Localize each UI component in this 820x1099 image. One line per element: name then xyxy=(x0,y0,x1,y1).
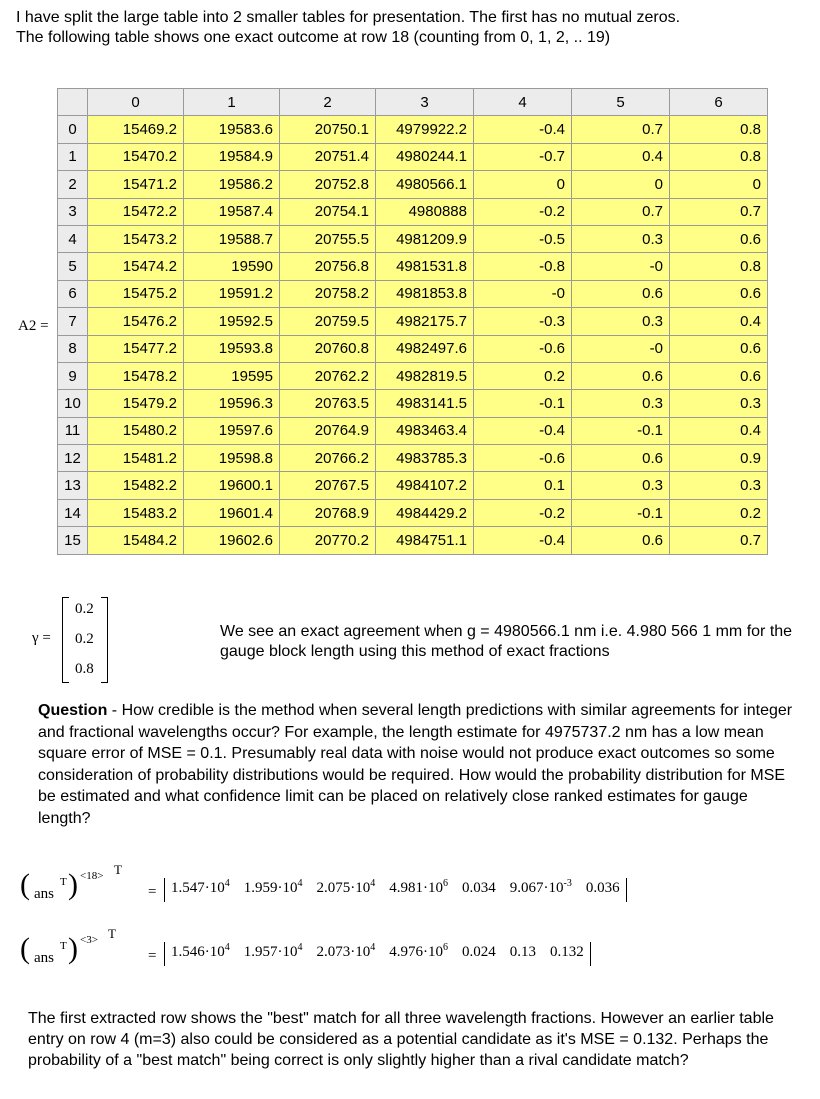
table-cell: 20768.9 xyxy=(280,499,376,526)
table-cell: 20750.1 xyxy=(280,116,376,143)
table-cell: -0.6 xyxy=(474,335,572,362)
ans-transpose-t: T xyxy=(108,926,116,941)
table-cell: 0.6 xyxy=(670,362,768,389)
row-index: 1 xyxy=(58,143,88,170)
table-cell: 4984107.2 xyxy=(376,472,474,499)
table-cell: 19591.2 xyxy=(184,280,280,307)
table-cell: -0 xyxy=(474,280,572,307)
vector-entry: $1.546\cdot 10^4$ xyxy=(171,942,230,960)
column-header: 6 xyxy=(670,89,768,116)
table-cell: 0.3 xyxy=(670,472,768,499)
table-row xyxy=(58,499,768,526)
table-cell: 0.6 xyxy=(572,362,670,389)
ans-index: <18> xyxy=(80,870,104,882)
table-cell: 20755.5 xyxy=(280,225,376,252)
vector-entry: $2.075\cdot 10^4$ xyxy=(316,878,376,896)
vector-entry: 0.132 xyxy=(550,944,584,960)
column-header: 4 xyxy=(474,89,572,116)
table-cell: 20767.5 xyxy=(280,472,376,499)
vector-entry: 0.034 xyxy=(462,880,496,896)
agreement-text: We see an exact agreement when g = 4980566.1 nm i.e. 4.980 566 1 mm for the gauge block length using this method of exact fractions xyxy=(220,623,793,660)
table-cell: 0 xyxy=(670,171,768,198)
table-cell: -0.6 xyxy=(474,445,572,472)
table-cell: 0.4 xyxy=(670,308,768,335)
row-index: 6 xyxy=(58,280,88,307)
table-cell: 0.1 xyxy=(474,472,572,499)
table-row xyxy=(58,116,768,143)
table-cell: 19593.8 xyxy=(184,335,280,362)
table-cell: 20764.9 xyxy=(280,417,376,444)
final-paragraph: The first extracted row shows the "best" match for all three wavelength fractions. However an earlier table entry on row 4 (m=3) also could be considered as a potential candidate as it's MSE = 0.132. Perhaps the probability of a "best match" being correct is only slightly higher than a rival candidate match? xyxy=(28,1010,774,1069)
table-row xyxy=(58,171,768,198)
column-header: 0 xyxy=(88,89,184,116)
table-corner xyxy=(58,89,88,116)
table-cell: 0.7 xyxy=(670,198,768,225)
row-index: 11 xyxy=(58,417,88,444)
table-cell: 19600.1 xyxy=(184,472,280,499)
table-cell: 15484.2 xyxy=(88,527,184,554)
table-cell: -0.4 xyxy=(474,527,572,554)
table-cell: 0.2 xyxy=(474,362,572,389)
vector-entry: $1.957\cdot 10^4$ xyxy=(243,942,303,960)
table-row xyxy=(58,280,768,307)
row-index: 3 xyxy=(58,198,88,225)
table-cell: 4980566.1 xyxy=(376,171,474,198)
table-header-row xyxy=(58,89,768,116)
table-cell: 4980244.1 xyxy=(376,143,474,170)
table-row xyxy=(58,362,768,389)
gamma-vector xyxy=(62,597,108,683)
table-cell: 19595 xyxy=(184,362,280,389)
row-index: 10 xyxy=(58,390,88,417)
ans-sup-t: T xyxy=(60,940,67,952)
column-header: 5 xyxy=(572,89,670,116)
table-cell: 20759.5 xyxy=(280,308,376,335)
vector-entry: 0.13 xyxy=(509,944,536,960)
table-cell: 0.8 xyxy=(670,143,768,170)
table-cell: 20752.8 xyxy=(280,171,376,198)
table-cell: 0.7 xyxy=(572,116,670,143)
table-cell: 20766.2 xyxy=(280,445,376,472)
table-cell: 15476.2 xyxy=(88,308,184,335)
vector-entry: $9.067\cdot 10^{-3}$ xyxy=(509,878,572,896)
table-row xyxy=(58,335,768,362)
table-cell: 0.8 xyxy=(670,116,768,143)
table-cell: 19587.4 xyxy=(184,198,280,225)
question-paragraph xyxy=(38,700,798,829)
table-row xyxy=(58,143,768,170)
table-cell: 0 xyxy=(572,171,670,198)
question-text: - How credible is the method when several length predictions with similar agreements for integer and fractional wavelengths occur? For example, the length estimate for 4975737.2 nm has a low mean square error of MSE = 0.1. Presumably real data with noise would not produce exact outcomes so some consideration of probability distributions would be required. How would the probability distribution for MSE be estimated and what confidence limit can be placed on relatively close ranked estimates for gauge length? xyxy=(38,702,793,827)
table-cell: -0.1 xyxy=(474,390,572,417)
gamma-value: 0.2 xyxy=(75,601,94,617)
intro-line-2: The following table shows one exact outcome at row 18 (counting from 0, 1, 2, .. 19) xyxy=(16,29,611,46)
table-cell: 15481.2 xyxy=(88,445,184,472)
table-cell: 15474.2 xyxy=(88,253,184,280)
table-cell: 0.3 xyxy=(572,225,670,252)
table-cell: 0.8 xyxy=(670,253,768,280)
table-cell: 4984751.1 xyxy=(376,527,474,554)
ans-row-3: ( ans T ) <3> T = $1.546\cdot 10^4$ $1.957\cdot 10^4$ $2.073\cdot 10^4$ $4.976\cdot 10^6$ 0.024 0.13 0.132 xyxy=(20,926,800,976)
row-index: 14 xyxy=(58,499,88,526)
table-cell: 20763.5 xyxy=(280,390,376,417)
table-cell: 4981209.9 xyxy=(376,225,474,252)
row-index: 5 xyxy=(58,253,88,280)
vector-entry: $1.959\cdot 10^4$ xyxy=(243,878,303,896)
ans-index: <3> xyxy=(80,934,98,946)
table-row xyxy=(58,417,768,444)
table-cell: 0 xyxy=(474,171,572,198)
table-cell: 0.6 xyxy=(670,335,768,362)
table-row xyxy=(58,253,768,280)
gamma-value: 0.2 xyxy=(75,631,94,647)
table-row xyxy=(58,308,768,335)
data-table xyxy=(57,88,768,555)
table-row xyxy=(58,527,768,554)
intro-line-1: I have split the large table into 2 smaller tables for presentation. The first has no mutual zeros. xyxy=(16,9,681,26)
table-cell: -0.1 xyxy=(572,499,670,526)
table-cell: 19584.9 xyxy=(184,143,280,170)
table-cell: 0.6 xyxy=(572,527,670,554)
table-cell: 0.6 xyxy=(670,280,768,307)
ans-sup-t: T xyxy=(60,876,67,888)
row-index: 4 xyxy=(58,225,88,252)
row-index: 15 xyxy=(58,527,88,554)
vector-entry: $1.547\cdot 10^4$ xyxy=(171,878,230,896)
table-cell: 4982497.6 xyxy=(376,335,474,362)
table-cell: 15470.2 xyxy=(88,143,184,170)
table-cell: 19586.2 xyxy=(184,171,280,198)
table-row xyxy=(58,390,768,417)
row-index: 0 xyxy=(58,116,88,143)
table-row xyxy=(58,472,768,499)
table-cell: 4983463.4 xyxy=(376,417,474,444)
table-cell: 4983141.5 xyxy=(376,390,474,417)
table-cell: -0.4 xyxy=(474,116,572,143)
column-header: 3 xyxy=(376,89,474,116)
table-cell: 4981531.8 xyxy=(376,253,474,280)
table-cell: 15473.2 xyxy=(88,225,184,252)
table-cell: 4984429.2 xyxy=(376,499,474,526)
ans-row-18: ( ans T ) <18> T = $1.547\cdot 10^4$ $1.959\cdot 10^4$ $2.075\cdot 10^4$ $4.981\cdot 10^6$ 0.034 $9.067\cdot 10^{-3}$ 0.036 xyxy=(20,862,800,912)
table-cell: 19588.7 xyxy=(184,225,280,252)
table-cell: 0.6 xyxy=(572,445,670,472)
table-cell: 0.4 xyxy=(572,143,670,170)
table-cell: 0.9 xyxy=(670,445,768,472)
table-cell: 19597.6 xyxy=(184,417,280,444)
row-index: 7 xyxy=(58,308,88,335)
vector-entry: $4.976\cdot 10^6$ xyxy=(389,942,448,960)
table-cell: 0.4 xyxy=(670,417,768,444)
table-cell: 0.2 xyxy=(670,499,768,526)
table-cell: 19583.6 xyxy=(184,116,280,143)
table-cell: 15478.2 xyxy=(88,362,184,389)
table-cell: 15479.2 xyxy=(88,390,184,417)
table-cell: 20754.1 xyxy=(280,198,376,225)
table-cell: 15472.2 xyxy=(88,198,184,225)
table-cell: 15480.2 xyxy=(88,417,184,444)
table-cell: 4980888 xyxy=(376,198,474,225)
table-cell: 15471.2 xyxy=(88,171,184,198)
table-cell: 20758.2 xyxy=(280,280,376,307)
table-cell: 0.7 xyxy=(670,527,768,554)
table-cell: -0 xyxy=(572,253,670,280)
row-index: 9 xyxy=(58,362,88,389)
table-cell: -0.5 xyxy=(474,225,572,252)
table-cell: -0.2 xyxy=(474,198,572,225)
table-cell: 0.3 xyxy=(670,390,768,417)
table-cell: 20756.8 xyxy=(280,253,376,280)
vector-entry: 0.024 xyxy=(462,944,496,960)
table-cell: 19592.5 xyxy=(184,308,280,335)
table-cell: 20760.8 xyxy=(280,335,376,362)
intro-text xyxy=(16,8,680,48)
table-cell: 0.6 xyxy=(670,225,768,252)
vector-entry: 0.036 xyxy=(585,880,620,896)
table-cell: 4982175.7 xyxy=(376,308,474,335)
column-header: 2 xyxy=(280,89,376,116)
table-cell: 4981853.8 xyxy=(376,280,474,307)
gamma-value: 0.8 xyxy=(75,661,94,677)
ans-transpose-t: T xyxy=(114,862,122,877)
table-cell: 15482.2 xyxy=(88,472,184,499)
table-cell: 4979922.2 xyxy=(376,116,474,143)
table-row xyxy=(58,225,768,252)
table-cell: -0.3 xyxy=(474,308,572,335)
table-cell: 15483.2 xyxy=(88,499,184,526)
ans-base: ans xyxy=(34,886,54,902)
table-cell: 0.6 xyxy=(572,280,670,307)
table-row xyxy=(58,198,768,225)
table-cell: 19590 xyxy=(184,253,280,280)
ans-base: ans xyxy=(34,950,54,966)
column-header: 1 xyxy=(184,89,280,116)
table-cell: 0.3 xyxy=(572,390,670,417)
table-cell: -0.1 xyxy=(572,417,670,444)
table-cell: 0.7 xyxy=(572,198,670,225)
table-row xyxy=(58,445,768,472)
table-cell: -0.8 xyxy=(474,253,572,280)
table-cell: 19601.4 xyxy=(184,499,280,526)
table-cell: 15475.2 xyxy=(88,280,184,307)
row-index: 12 xyxy=(58,445,88,472)
table-cell: 19596.3 xyxy=(184,390,280,417)
table-cell: -0.2 xyxy=(474,499,572,526)
table-cell: 4983785.3 xyxy=(376,445,474,472)
table-cell: 19598.8 xyxy=(184,445,280,472)
ans-row-vector xyxy=(164,878,627,902)
table-cell: 19602.6 xyxy=(184,527,280,554)
vector-entry: $4.981\cdot 10^6$ xyxy=(389,878,448,896)
table-cell: 15469.2 xyxy=(88,116,184,143)
table-cell: 20751.4 xyxy=(280,143,376,170)
table-cell: 20762.2 xyxy=(280,362,376,389)
row-index: 8 xyxy=(58,335,88,362)
ans-row-vector xyxy=(164,942,591,966)
table-cell: -0.7 xyxy=(474,143,572,170)
row-index: 13 xyxy=(58,472,88,499)
question-label: Question xyxy=(38,702,108,719)
table-cell: 15477.2 xyxy=(88,335,184,362)
row-index: 2 xyxy=(58,171,88,198)
table-cell: 4982819.5 xyxy=(376,362,474,389)
table-label: A2 = xyxy=(18,318,49,334)
table-cell: -0 xyxy=(572,335,670,362)
table-cell: -0.4 xyxy=(474,417,572,444)
table-cell: 20770.2 xyxy=(280,527,376,554)
gamma-label: γ = xyxy=(32,630,51,646)
table-cell: 0.3 xyxy=(572,308,670,335)
vector-entry: $2.073\cdot 10^4$ xyxy=(316,942,376,960)
table-cell: 0.3 xyxy=(572,472,670,499)
